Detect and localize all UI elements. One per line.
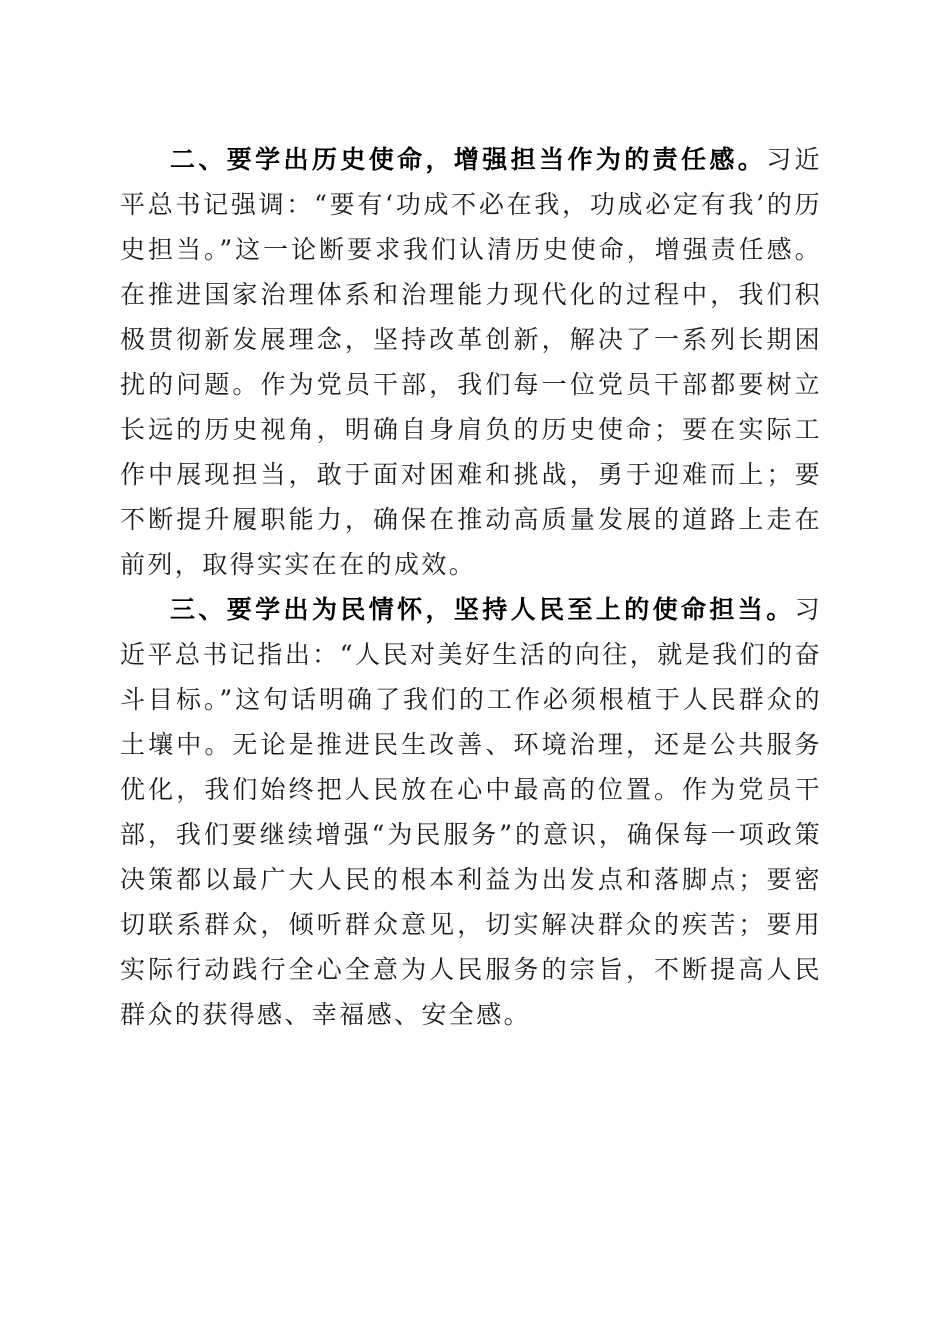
paragraph-section-three: [120, 587, 822, 1037]
section-two-heading: 二、要学出历史使命，增强担当作为的责任感。: [170, 145, 767, 174]
section-two-text: 习近平总书记强调：“要有‘功成不必在我，功成必定有我’的历史担当。”这一论断要求我们认清历史使命，增强责任感。在推进国家治理体系和治理能力现代化的过程中，我们积极贯彻新发展理念，坚持改革创新，解决了一系列长期困扰的问题。作为党员干部，我们每一位党员干部都要树立长远的历史视角，明确自身肩负的历史使命；要在实际工作中展现担当，敢于面对困难和挑战，勇于迎难而上；要不断提升履职能力，确保在推动高质量发展的道路上走在前列，取得实实在在的成效。: [120, 145, 822, 579]
section-three-text: 习近平总书记指出：“人民对美好生活的向往，就是我们的奋斗目标。”这句话明确了我们的工作必须根植于人民群众的土壤中。无论是推进民生改善、环境治理，还是公共服务优化，我们始终把人民放在心中最高的位置。作为党员干部，我们要继续增强“为民服务”的意识，确保每一项政策决策都以最广大人民的根本利益为出发点和落脚点；要密切联系群众，倾听群众意见，切实解决群众的疾苦；要用实际行动践行全心全意为人民服务的宗旨，不断提高人民群众的获得感、幸福感、安全感。: [120, 595, 822, 1029]
document-body: [120, 137, 822, 1037]
paragraph-section-two: [120, 137, 822, 587]
section-three-heading: 三、要学出为民情怀，坚持人民至上的使命担当。: [170, 595, 795, 624]
